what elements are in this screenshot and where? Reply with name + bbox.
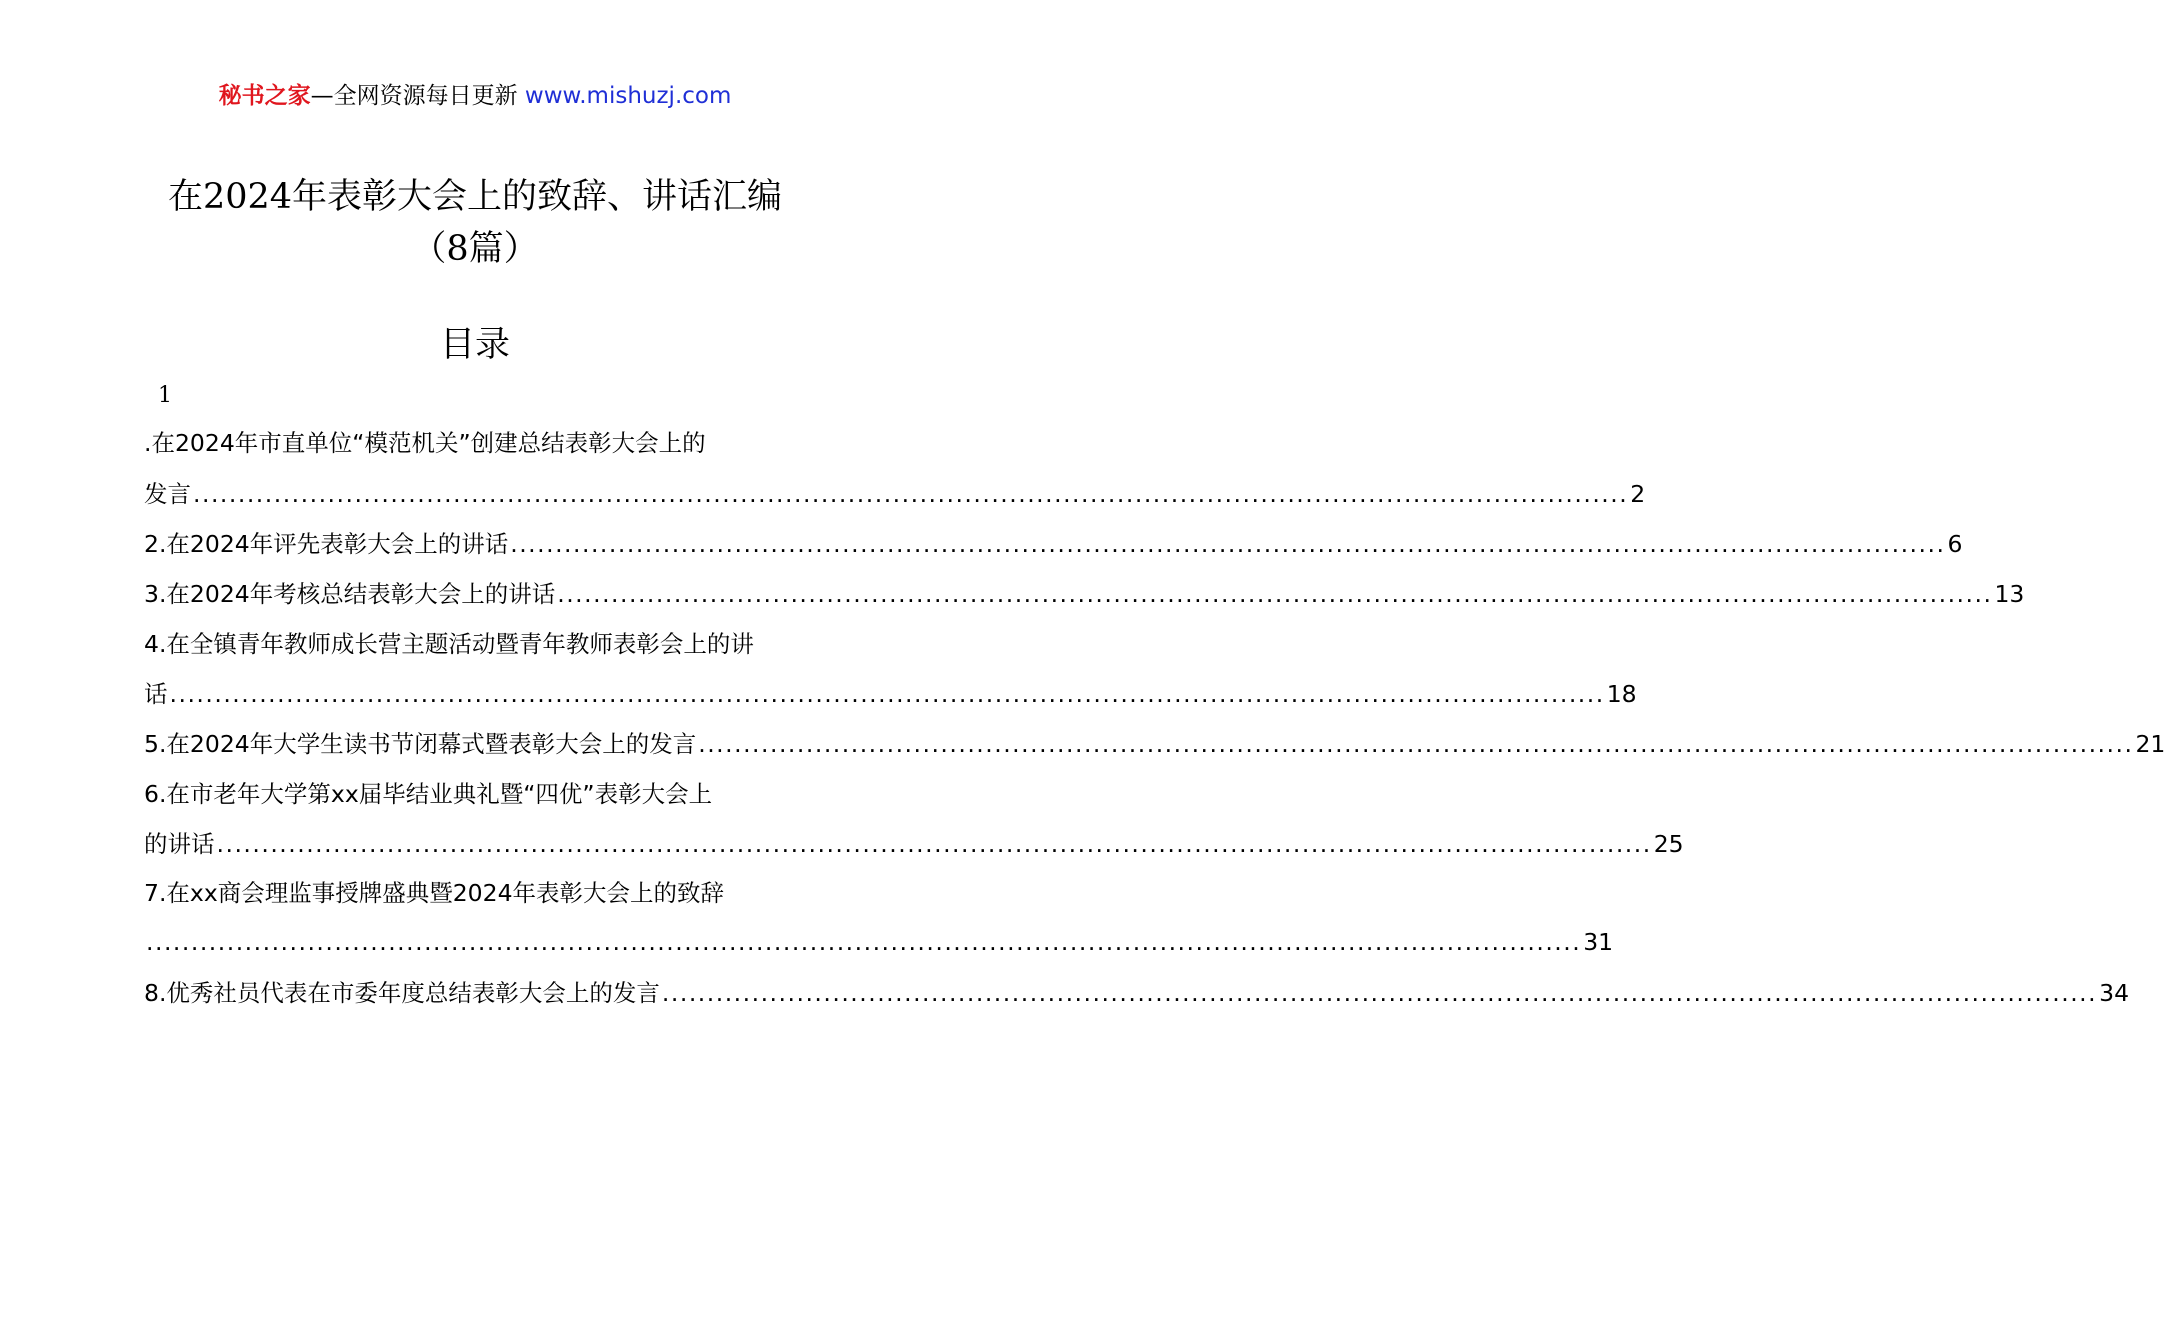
toc-item-2-page: 6 [1947,530,1963,558]
toc-item-1-line2[interactable] [144,476,1646,512]
toc-item-5-page: 21 [2135,730,2165,758]
toc-item-6-page: 25 [1653,830,1684,858]
toc-item-3-page: 13 [1994,580,2025,608]
toc-item-6-line2[interactable] [144,826,1684,862]
toc-item-4-line2[interactable] [144,676,1637,712]
toc-leader-dots: ................................................................................................................................................................ [557,580,1993,608]
toc-item-6-line1[interactable]: 6.在市老年大学第xx届毕结业典礼暨“四优”表彰大会上 [144,780,713,808]
toc-item-4-label-cont: 话 [144,680,168,708]
toc-item-4-line1[interactable]: 4.在全镇青年教师成长营主题活动暨青年教师表彰会上的讲 [144,630,754,658]
toc-leader-dots: ................................................................................................................................................................ [193,480,1629,508]
toc-leader-dots: ................................................................................................................................................................ [661,979,2098,1007]
toc-leader-dots: ................................................................................................................................................................ [216,830,1652,858]
toc-item-7-line1[interactable]: 7.在xx商会理监事授牌盛典暨2024年表彰大会上的致辞 [144,879,725,907]
toc-item-3-label: 3.在2024年考核总结表彰大会上的讲话 [144,580,556,608]
document-title-count: （8篇） [411,229,539,269]
toc-item-8-label: 8.优秀社员代表在市委年度总结表彰大会上的发言 [144,979,660,1007]
toc-item-2[interactable] [144,526,1963,562]
toc-item-2-label: 2.在2024年评先表彰大会上的讲话 [144,530,509,558]
toc-item-1-line1[interactable]: .在2024年市直单位“模范机关”创建总结表彰大会上的 [144,429,706,457]
toc-leader-dots: ................................................................................................................................................................ [169,680,1605,708]
site-name: 秘书之家 [218,83,311,109]
site-header [0,80,950,112]
toc-item-1-label-cont: 发言 [144,480,191,508]
toc-item-5-label: 5.在2024年大学生读书节闭幕式暨表彰大会上的发言 [144,730,697,758]
toc-leader-dots: ................................................................................................................................................................ [698,730,2134,758]
toc-item-4-page: 18 [1606,680,1637,708]
site-url-link[interactable]: www.mishuzj.com [524,83,732,109]
document-title: 在2024年表彰大会上的致辞、讲话汇编 [167,177,783,217]
toc-item-3[interactable] [144,576,2025,612]
page-number: 1 [158,383,172,408]
toc-item-7-page: 31 [1583,928,1614,956]
toc-item-8-page: 34 [2099,979,2130,1007]
site-tagline: —全网资源每日更新 [310,83,518,109]
toc-leader-dots: ................................................................................................................................................................ [510,530,1946,558]
toc-heading: 目录 [439,325,510,365]
toc-item-8[interactable] [144,975,2130,1011]
toc-leader-dots: ................................................................................................................................................................ [146,928,1582,956]
toc-item-1-page: 2 [1630,480,1646,508]
toc-item-5[interactable] [144,726,2165,762]
toc-item-6-label-cont: 的讲话 [144,830,215,858]
toc-item-7-line2[interactable] [144,924,1614,960]
